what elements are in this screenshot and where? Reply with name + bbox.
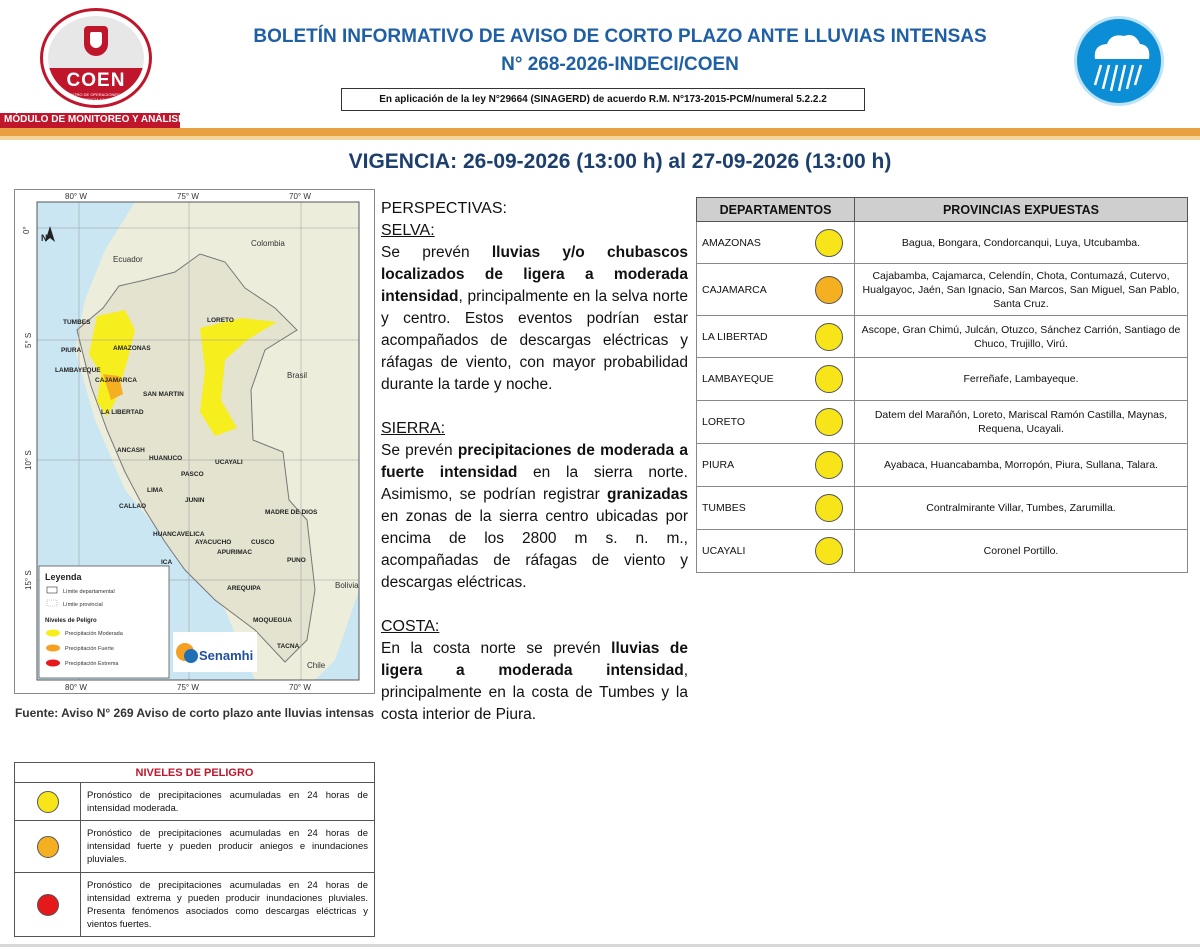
coen-shield-icon	[84, 26, 108, 56]
province-list: Ascope, Gran Chimú, Julcán, Otuzco, Sánchez Carrión, Santiago de Chuco, Trujillo, Virú.	[855, 316, 1188, 358]
level-dot	[815, 537, 843, 565]
province-list: Ayabaca, Huancabamba, Morropón, Piura, Sullana, Talara.	[855, 444, 1188, 487]
lon-label: 70° W	[289, 192, 311, 201]
region-label: MOQUEGUA	[253, 617, 292, 624]
level-description: Pronóstico de precipitaciones acumuladas en 24 horas de intensidad fuerte y pueden producir aniegos e inundaciones pluviales.	[81, 821, 375, 873]
province-list: Datem del Marañón, Loreto, Mariscal Ramón Castilla, Maynas, Requena, Ucayali.	[855, 401, 1188, 444]
law-reference: En aplicación de la ley N°29664 (SINAGERD) de acuerdo R.M. N°173-2015-PCM/numeral 5.2.2.2	[341, 88, 865, 111]
level-dot	[815, 229, 843, 257]
legend-item: Límite departamental	[63, 589, 115, 595]
region-label: HUANCAVELICA	[153, 531, 205, 538]
header-divider	[0, 128, 1200, 136]
region-label: ANCASH	[117, 447, 145, 454]
level-dot	[815, 323, 843, 351]
level-dot	[815, 494, 843, 522]
region-label: CAJAMARCA	[95, 377, 137, 384]
department-name: LA LIBERTAD	[697, 316, 805, 358]
lon-label: 75° W	[177, 192, 199, 201]
selva-heading: SELVA:	[381, 222, 435, 239]
legend-level: Precipitación Moderada	[65, 631, 123, 637]
department-name: UCAYALI	[697, 530, 805, 573]
header-divider-light	[0, 136, 1200, 140]
region-label: SAN MARTIN	[143, 391, 184, 398]
level-dot	[37, 836, 59, 858]
department-name: AMAZONAS	[697, 222, 805, 264]
level-dot	[815, 276, 843, 304]
province-list: Cajabamba, Cajamarca, Celendín, Chota, Contumazá, Cutervo, Hualgayoc, Jaén, San Ignacio, San Marcos, San Miguel, San Pablo, Santa Cruz.	[855, 264, 1188, 316]
source-caption: Fuente: Aviso N° 269 Aviso de corto plazo ante lluvias intensas	[14, 706, 375, 720]
level-description: Pronóstico de precipitaciones acumuladas en 24 horas de intensidad extrema y pueden producir inundaciones pluviales. Presenta fenómenos asociados como descargas eléctricas y vientos fuertes.	[81, 873, 375, 937]
lat-label: 5° S	[24, 332, 33, 348]
region-label: PASCO	[181, 471, 204, 478]
lon-label: 75° W	[177, 683, 199, 692]
footer-divider	[0, 944, 1200, 947]
level-dot	[815, 408, 843, 436]
provinces-header: PROVINCIAS EXPUESTAS	[855, 198, 1188, 222]
region-label: JUNIN	[185, 497, 205, 504]
region-label: CALLAO	[119, 503, 147, 510]
province-list: Ferreñafe, Lambayeque.	[855, 358, 1188, 401]
lon-label: 80° W	[65, 192, 87, 201]
coen-logo	[40, 8, 152, 108]
region-label: AYACUCHO	[195, 539, 232, 546]
region-label: AREQUIPA	[227, 585, 261, 592]
department-name: LORETO	[697, 401, 805, 444]
level-dot	[815, 365, 843, 393]
perspectives-title: PERSPECTIVAS:	[381, 200, 507, 217]
region-label: ICA	[161, 559, 173, 566]
country-label: Colombia	[251, 239, 285, 248]
country-label: Chile	[307, 661, 326, 670]
north-label: N	[41, 233, 48, 243]
region-label: LORETO	[207, 317, 234, 324]
region-label: HUANUCO	[149, 455, 183, 462]
region-label: CUSCO	[251, 539, 275, 546]
province-list: Contralmirante Villar, Tumbes, Zarumilla.	[855, 487, 1188, 530]
forecast-map	[14, 189, 375, 694]
region-label: TUMBES	[63, 319, 91, 326]
region-label: LAMBAYEQUE	[55, 367, 101, 374]
level-dot	[815, 451, 843, 479]
map-legend	[39, 566, 169, 678]
level-dot	[37, 894, 59, 916]
legend-item: Límite provincial	[63, 602, 103, 608]
legend-level: Precipitación Extrema	[65, 661, 119, 667]
department-name: PIURA	[697, 444, 805, 487]
lon-label: 70° W	[289, 683, 311, 692]
bulletin-number: N° 268-2026-INDECI/COEN	[501, 54, 739, 75]
perspectives-text	[381, 198, 688, 726]
departments-table	[696, 197, 1188, 573]
country-label: Bolivia	[335, 581, 359, 590]
danger-levels-title: NIVELES DE PELIGRO	[15, 763, 375, 783]
lat-label: 0°	[22, 226, 31, 234]
region-label: APURIMAC	[217, 549, 253, 556]
lon-label: 80° W	[65, 683, 87, 692]
bulletin-title: BOLETÍN INFORMATIVO DE AVISO DE CORTO PLAZO ANTE LLUVIAS INTENSAS	[253, 26, 987, 47]
region-label: TACNA	[277, 643, 300, 650]
region-label: AMAZONAS	[113, 345, 151, 352]
department-name: CAJAMARCA	[697, 264, 805, 316]
province-list: Bagua, Bongara, Condorcanqui, Luya, Utcubamba.	[855, 222, 1188, 264]
department-name: LAMBAYEQUE	[697, 358, 805, 401]
costa-heading: COSTA:	[381, 618, 440, 635]
region-label: PIURA	[61, 347, 82, 354]
province-list: Coronel Portillo.	[855, 530, 1188, 573]
region-label: LA LIBERTAD	[101, 409, 144, 416]
sierra-paragraph: Se prevén precipitaciones de moderada a fuerte intensidad en la sierra norte. Asimismo, se podrían registrar granizadas en zonas de la sierra centro ubicadas por encima de los 2800 m s. n. m., acompañadas de ráfagas de viento y descargas eléctricas.	[381, 442, 688, 591]
country-label: Ecuador	[113, 255, 143, 264]
legend-title: Leyenda	[45, 572, 82, 582]
coen-logo-subtitle: CENTRO DE OPERACIONES DE EMERGENCIA NACIONAL	[65, 92, 127, 100]
rain-cloud-icon	[1074, 16, 1164, 106]
department-name: TUMBES	[697, 487, 805, 530]
level-description: Pronóstico de precipitaciones acumuladas en 24 horas de intensidad moderada.	[81, 783, 375, 821]
level-dot	[37, 791, 59, 813]
region-label: PUNO	[287, 557, 306, 564]
departments-header: DEPARTAMENTOS	[697, 198, 855, 222]
region-label: MADRE DE DIOS	[265, 509, 318, 516]
region-label: UCAYALI	[215, 459, 243, 466]
vigencia-heading: VIGENCIA: 26-09-2026 (13:00 h) al 27-09-2026 (13:00 h)	[348, 150, 892, 173]
senamhi-text: Senamhi	[199, 648, 254, 663]
sierra-heading: SIERRA:	[381, 420, 446, 437]
lat-label: 10° S	[24, 450, 33, 470]
country-label: Brasil	[287, 371, 308, 380]
senamhi-logo	[173, 632, 257, 672]
lat-label: 15° S	[24, 570, 33, 590]
region-label: LIMA	[147, 487, 163, 494]
coen-logo-text: COEN	[66, 70, 126, 91]
selva-paragraph: Se prevén lluvias y/o chubascos localizados de ligera a moderada intensidad, principalmente en la selva norte y centro. Estos eventos podrían estar acompañados de descargas eléctricas y ráfagas de viento, con mayor probabilidad durante la tarde y noche.	[381, 244, 689, 393]
danger-levels-table	[14, 762, 375, 937]
modulo-label: MÓDULO DE MONITOREO Y ANÁLISIS	[0, 113, 180, 128]
legend-levels-title: Niveles de Peligro	[45, 618, 97, 624]
costa-paragraph: En la costa norte se prevén lluvias de ligera a moderada intensidad, principalmente en la costa de Tumbes y la costa interior de Piura.	[381, 640, 688, 723]
legend-level: Precipitación Fuerte	[65, 646, 114, 652]
